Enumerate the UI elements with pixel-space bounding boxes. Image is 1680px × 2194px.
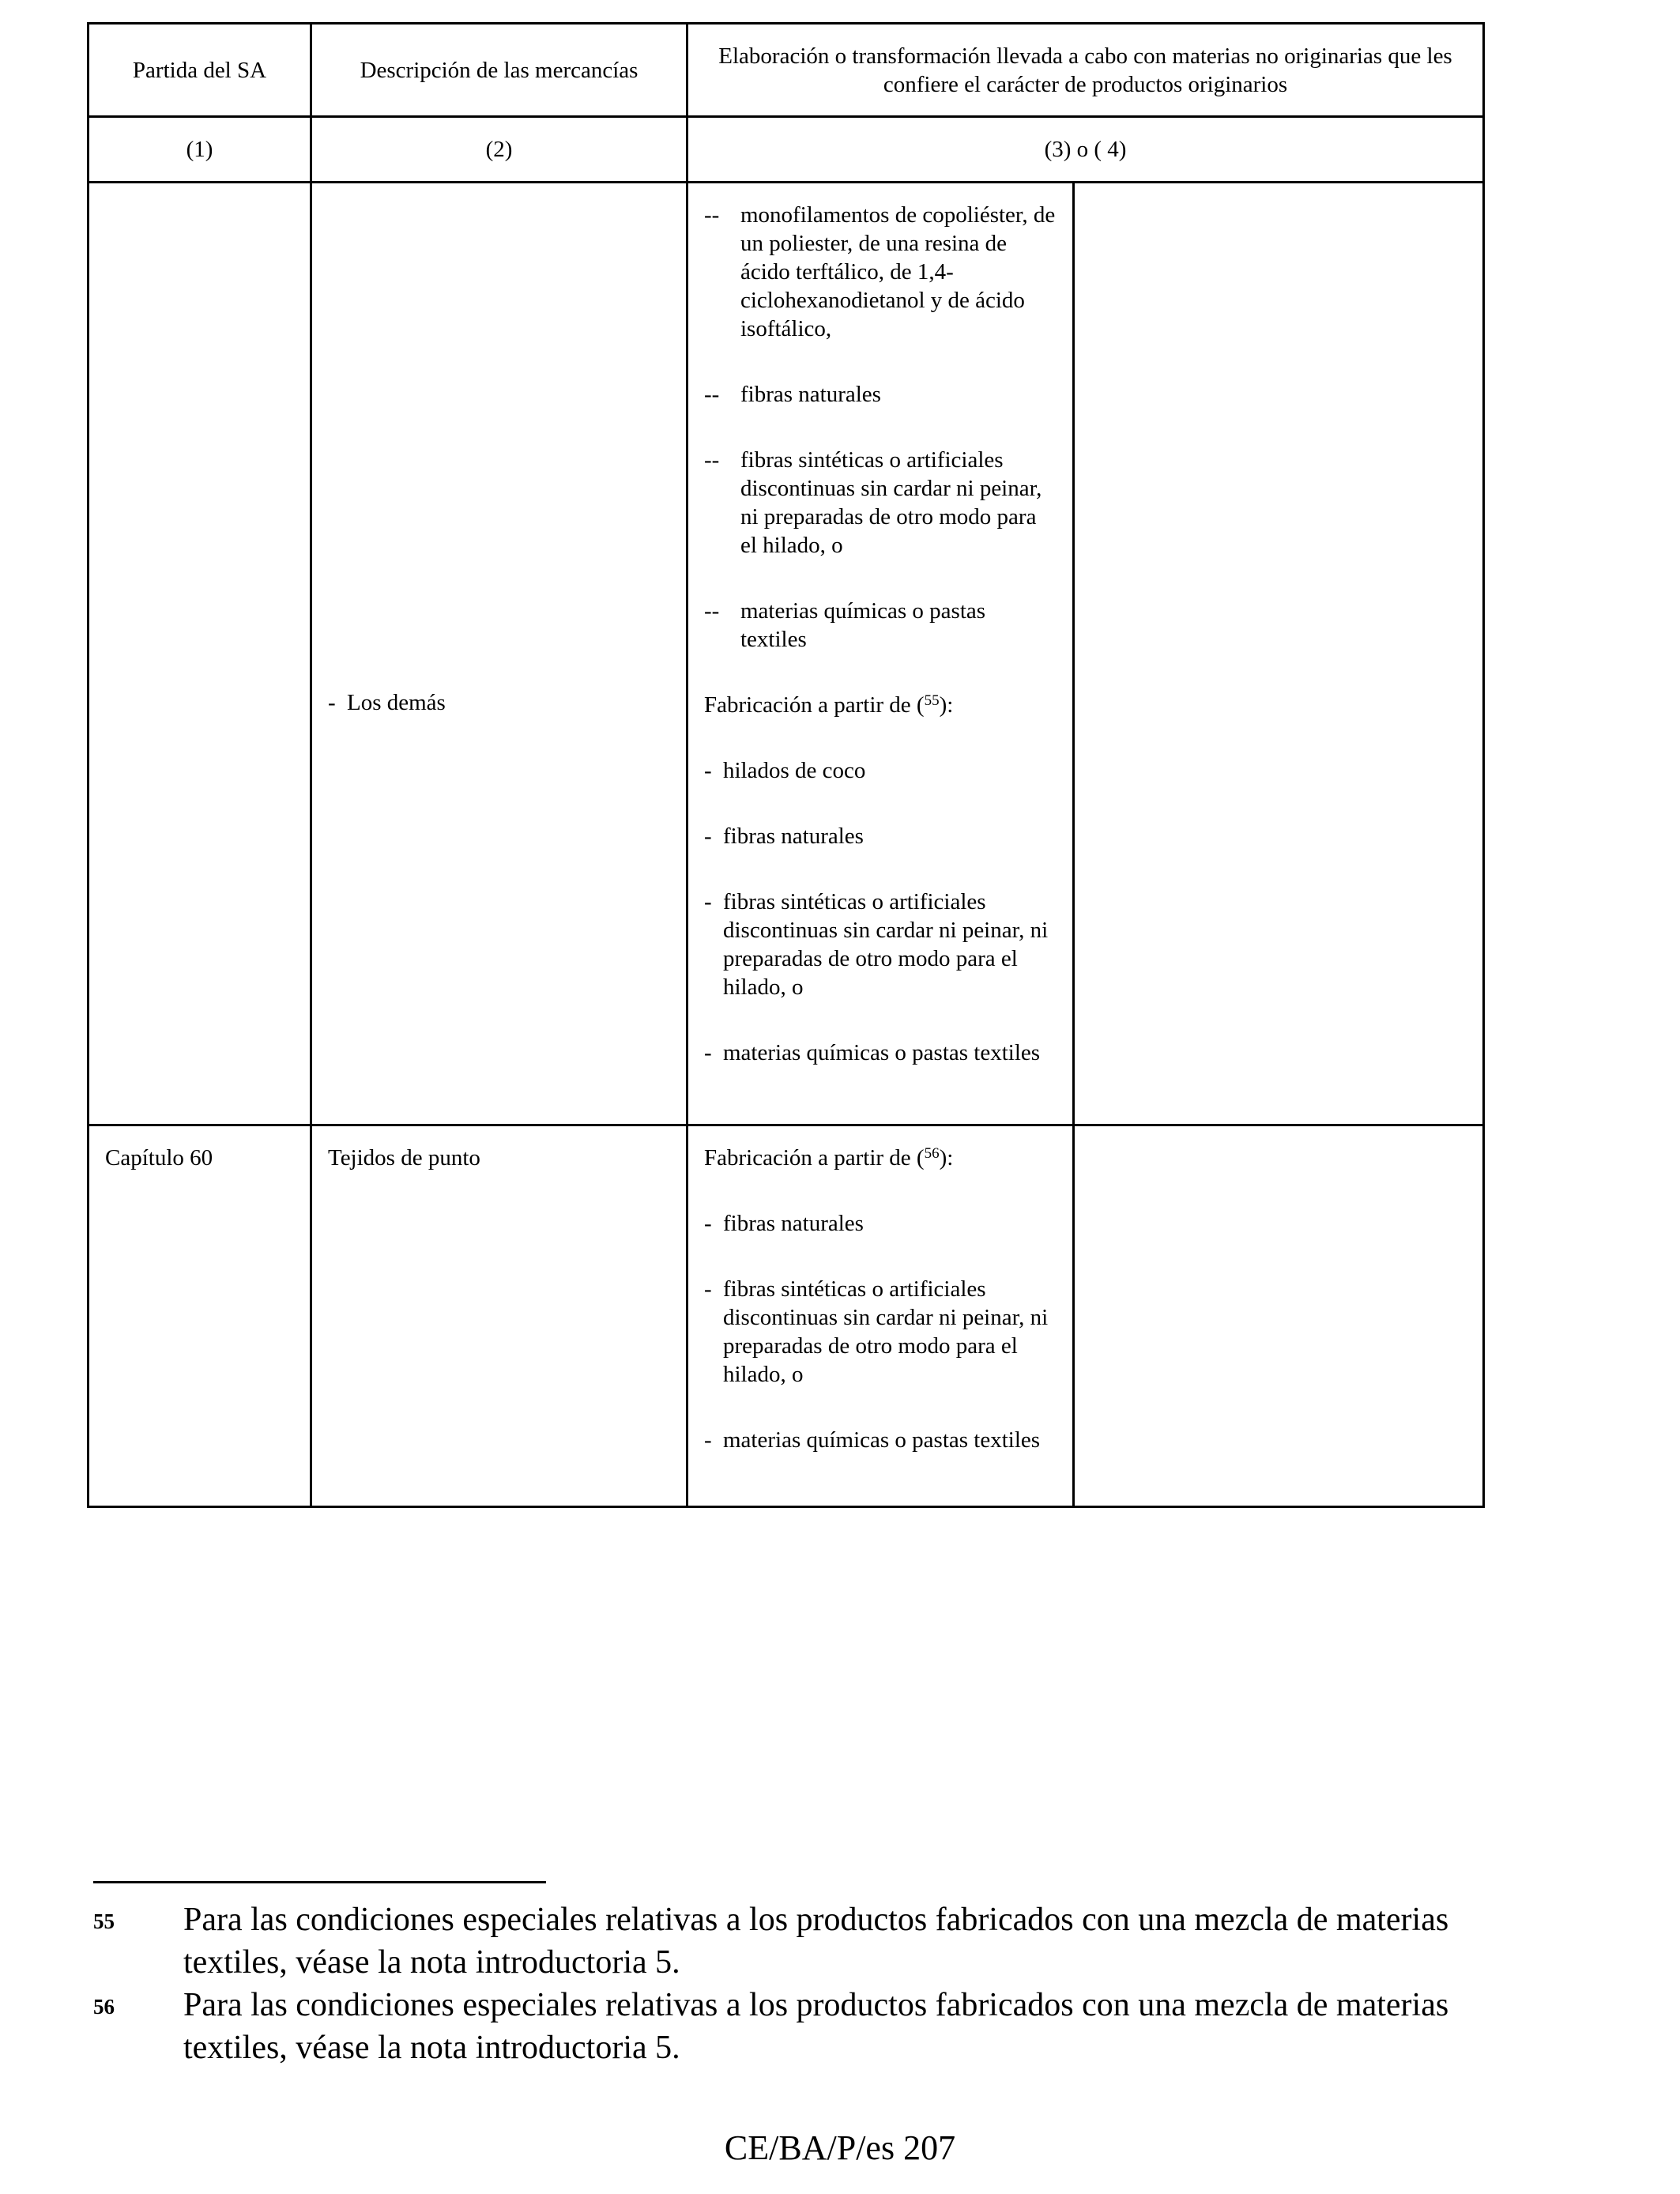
footnote-text: Para las condiciones especiales relativas a los productos fabricados con una mezcla de materias textiles, véase la nota introductoria 5. (183, 1902, 1449, 1981)
list-item: - materias químicas o pastas textiles (704, 1040, 1041, 1065)
list-item: - hilados de coco (704, 758, 866, 783)
list-item: - fibras sintéticas o artificiales discontinuas sin cardar ni peinar, ni preparadas de otro modo para el hilado, o (704, 889, 1049, 1000)
row2-description-cell (311, 1125, 687, 1507)
header-elaboracion: Elaboración o transformación llevada a cabo con materias no originarias que les confiere el carácter de productos originarios (687, 24, 1484, 117)
footnote-separator (93, 1881, 546, 1883)
footnote-ref: 55 (924, 692, 940, 709)
footnote-ref: 56 (924, 1145, 940, 1162)
footnote (93, 1984, 1484, 2069)
row2-partida-cell (89, 1125, 311, 1507)
column-number-3-4: (3) o ( 4) (687, 117, 1484, 183)
list-item: - materias químicas o pastas textiles (704, 1427, 1041, 1453)
list-item: -- fibras naturales (704, 382, 881, 407)
row2-alternative-cell (1074, 1125, 1484, 1507)
rules-table (87, 22, 1485, 1508)
table-row (89, 183, 1484, 1125)
header-partida: Partida del SA (89, 24, 311, 117)
footnote-text: Para las condiciones especiales relativas a los productos fabricados con una mezcla de materias textiles, véase la nota introductoria 5. (183, 1987, 1449, 2066)
row1-partida-cell (89, 183, 311, 1125)
footnote-mark: 56 (93, 1995, 115, 2019)
page-number: CE/BA/P/es 207 (724, 2128, 956, 2167)
list-item: - fibras naturales (704, 1211, 864, 1236)
row1-description-cell (311, 183, 687, 1125)
list-item: - fibras naturales (704, 824, 864, 849)
description-text: Tejidos de punto (328, 1145, 480, 1171)
list-item: -- materias químicas o pastas textiles (704, 598, 986, 652)
table-row (89, 1125, 1484, 1507)
bullet-dash: - (328, 690, 336, 715)
footnote-mark: 55 (93, 1909, 115, 1933)
description-item (328, 688, 670, 717)
manufacture-intro: Fabricación a partir de ($^{55}$): (704, 692, 954, 718)
row2-process-cell (687, 1125, 1074, 1507)
list-item: -- monofilamentos de copoliéster, de un poliester, de una resina de ácido terftálico, de 1,4-ciclohexanodietanol y de ácido isoftálico, (704, 202, 1056, 341)
header-row (89, 24, 1484, 117)
column-number-1: (1) (89, 117, 311, 183)
heading-code: Capítulo 60 (105, 1145, 213, 1171)
row1-alternative-cell (1074, 183, 1484, 1125)
column-number-2: (2) (311, 117, 687, 183)
manufacture-intro: Fabricación a partir de ($^{56}$): (704, 1145, 954, 1171)
header-descripcion: Descripción de las mercancías (311, 24, 687, 117)
column-number-row (89, 117, 1484, 183)
list-item: -- fibras sintéticas o artificiales discontinuas sin cardar ni peinar, ni preparadas de otro modo para el hilado, o (704, 447, 1042, 558)
description-text: Los demás (347, 690, 446, 715)
row1-process-cell (687, 183, 1074, 1125)
footnote (93, 1898, 1484, 1984)
list-item: - fibras sintéticas o artificiales discontinuas sin cardar ni peinar, ni preparadas de otro modo para el hilado, o (704, 1276, 1049, 1387)
